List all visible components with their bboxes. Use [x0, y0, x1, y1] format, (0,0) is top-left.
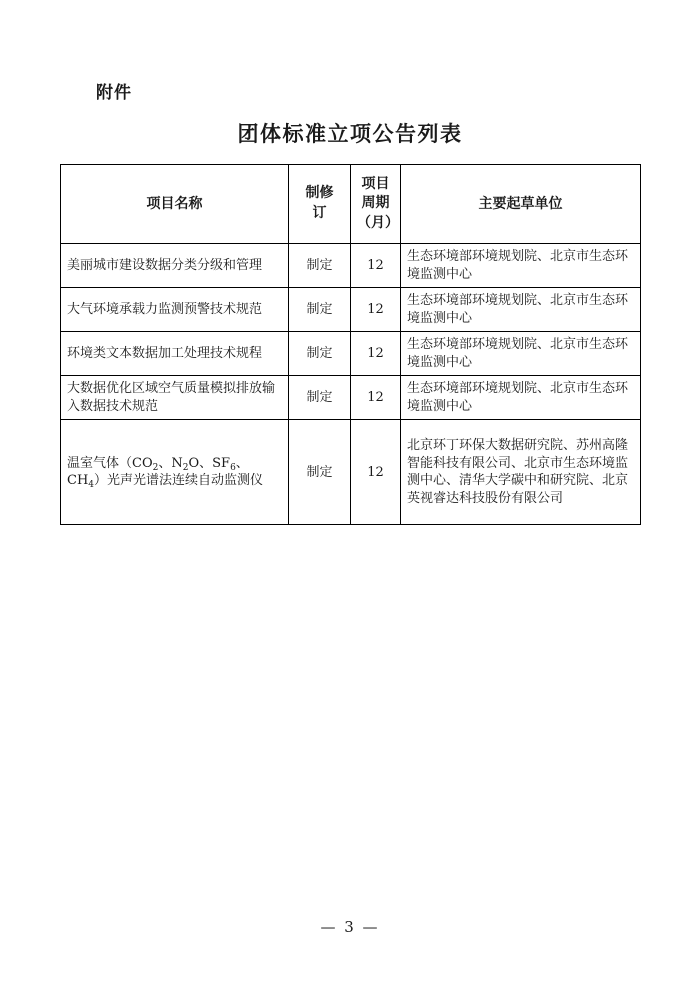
cell-project-org: 生态环境部环境规划院、北京市生态环境监测中心 — [401, 376, 641, 420]
standards-table-container — [60, 164, 640, 525]
cell-project-type: 制定 — [289, 420, 351, 525]
page-title: 团体标准立项公告列表 — [237, 121, 463, 146]
column-header-type — [289, 165, 351, 244]
cell-project-name: 大数据优化区域空气质量模拟排放输入数据技术规范 — [61, 376, 289, 420]
table-header-row — [61, 165, 641, 244]
cell-project-org: 北京环丁环保大数据研究院、苏州高隆智能科技有限公司、北京市生态环境监测中心、清华大学碳中和研究院、北京英视睿达科技股份有限公司 — [401, 420, 641, 525]
cell-project-period: 12 — [351, 332, 401, 376]
column-header-period-line1: 项目 — [361, 175, 390, 192]
column-header-period — [351, 165, 401, 244]
table-row — [61, 376, 641, 420]
cell-project-name: 温室气体（$CO_2$、$N_2O$、$SF_6$、$CH_4$）光声光谱法连续自动监测仪 — [61, 420, 289, 525]
cell-project-org: 生态环境部环境规划院、北京市生态环境监测中心 — [401, 244, 641, 288]
cell-project-name: 美丽城市建设数据分类分级和管理 — [61, 244, 289, 288]
table-row — [61, 288, 641, 332]
cell-project-type: 制定 — [289, 244, 351, 288]
column-header-type-line2: 订 — [312, 205, 327, 221]
table-row — [61, 332, 641, 376]
cell-project-org: 生态环境部环境规划院、北京市生态环境监测中心 — [401, 288, 641, 332]
column-header-type-line1: 制修 — [305, 185, 334, 202]
standards-table — [60, 164, 641, 525]
cell-project-period: 12 — [351, 420, 401, 525]
table-header — [61, 165, 641, 244]
cell-project-period: 12 — [351, 244, 401, 288]
column-header-org: 主要起草单位 — [401, 165, 641, 244]
column-header-name: 项目名称 — [61, 165, 289, 244]
attachment-label: 附件 — [96, 83, 132, 103]
column-header-period-line2: 周期 — [361, 195, 390, 212]
page-number: — 3 — — [320, 918, 380, 936]
table-row — [61, 244, 641, 288]
table-row — [61, 420, 641, 525]
column-header-period-line3: （月） — [357, 214, 399, 231]
cell-project-name: 环境类文本数据加工处理技术规程 — [61, 332, 289, 376]
table-body — [61, 244, 641, 525]
cell-project-name: 大气环境承载力监测预警技术规范 — [61, 288, 289, 332]
cell-project-org: 生态环境部环境规划院、北京市生态环境监测中心 — [401, 332, 641, 376]
cell-project-type: 制定 — [289, 332, 351, 376]
cell-project-period: 12 — [351, 376, 401, 420]
cell-project-type: 制定 — [289, 376, 351, 420]
cell-project-period: 12 — [351, 288, 401, 332]
cell-project-type: 制定 — [289, 288, 351, 332]
